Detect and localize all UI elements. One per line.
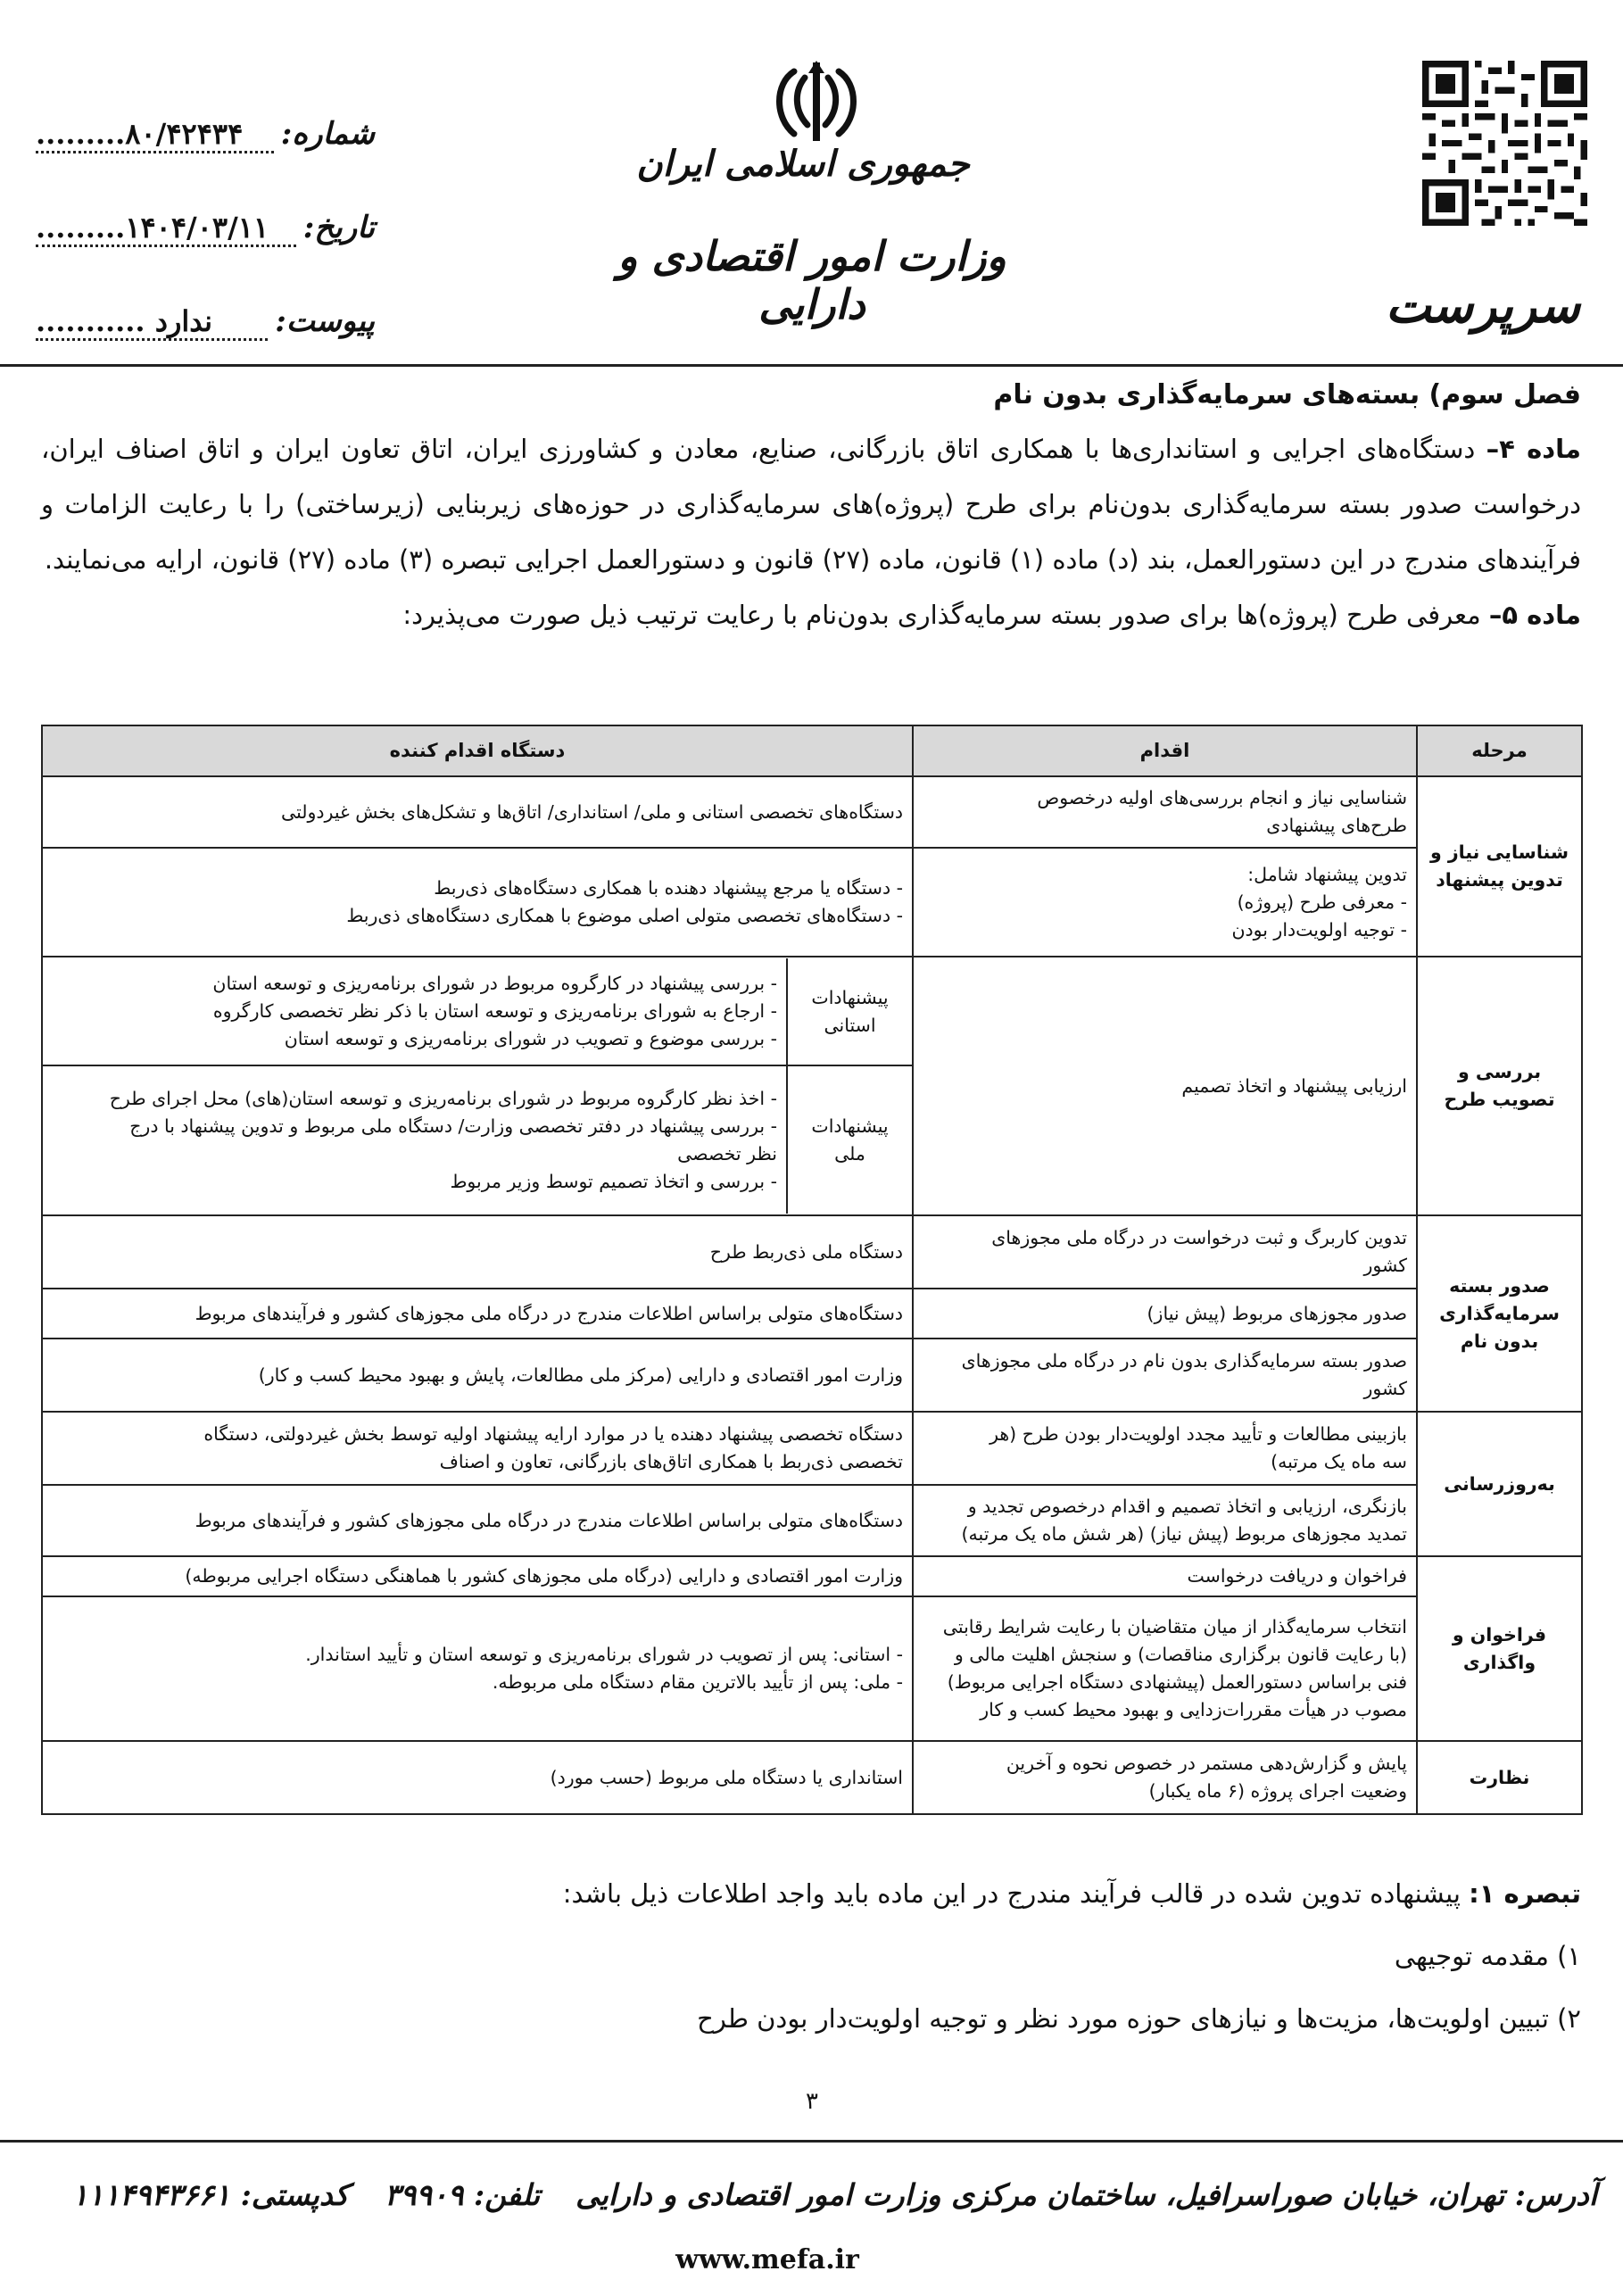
letter-number-value: ۸۰/۴۲۴۳۴.........	[36, 117, 274, 153]
cell-line: تخصصی ذی‌ربط با همکاری اتاق‌های بازرگانی، تعاون و اصناف	[439, 1451, 903, 1472]
sub-category-cell: پیشنهادات ملی	[787, 1065, 912, 1214]
note-1	[41, 1862, 1581, 2050]
note-item: ۱) مقدمه توجیهی	[1394, 1941, 1581, 1971]
cell-line: - بررسی پیشنهاد در کارگروه مربوط در شورای برنامه‌ریزی و توسعه استان	[212, 973, 777, 994]
cell-line: - بررسی موضوع و تصویب در شورای برنامه‌ریزی و توسعه استان	[284, 1028, 777, 1049]
agency-cell: دستگاه ملی ذی‌ربط طرح	[42, 1215, 913, 1289]
article-5-text: معرفی طرح (پروژه)ها برای صدور بسته سرمایه‌گذاری بدون‌نام با رعایت ترتیب ذیل صورت می‌پذیرد:	[402, 600, 1481, 630]
letter-number	[36, 116, 375, 153]
footer-address: آدرس: تهران، خیابان صوراسرافیل، ساختمان مرکزی وزارت امور اقتصادی و دارایی	[576, 2177, 1597, 2212]
footer-website: www.mefa.ir	[675, 2244, 859, 2275]
agency-cell	[42, 848, 913, 957]
cell-line: - ارجاع به شورای برنامه‌ریزی و توسعه استان با ذکر نظر تخصصی کارگروه	[212, 1000, 777, 1022]
cell-line: - بررسی پیشنهاد در دفتر تخصصی وزارت/ دستگاه ملی مربوط و تدوین پیشنهاد با درج	[129, 1115, 777, 1137]
nested-table	[43, 958, 912, 1214]
stage-cell: فراخوان و واگذاری	[1417, 1556, 1582, 1741]
cell-line: فنی براساس دستورالعمل (پیشنهادی دستگاه اجرایی مربوط)	[947, 1671, 1407, 1693]
cell-line: صدور بسته سرمایه‌گذاری بدون نام در درگاه ملی مجوزهای	[961, 1350, 1407, 1372]
stage-cell: بررسی و تصویب طرح	[1417, 957, 1582, 1215]
letter-attachment-value: ندارد ...........	[36, 304, 268, 341]
agency-cell: دستگاه‌های متولی براساس اطلاعات مندرج در درگاه ملی مجوزهای کشور و فرآیندهای مربوط	[42, 1485, 913, 1556]
cell-line: کشور	[1363, 1378, 1407, 1399]
table-row	[42, 1596, 1582, 1741]
agency-cell: دستگاه‌های متولی براساس اطلاعات مندرج در درگاه ملی مجوزهای کشور و فرآیندهای مربوط	[42, 1289, 913, 1339]
agency-cell: وزارت امور اقتصادی و دارایی (درگاه ملی مجوزهای کشور با هماهنگی دستگاه اجرایی مربوطه)	[42, 1556, 913, 1596]
cell-line: تدوین کاربرگ و ثبت درخواست در درگاه ملی مجوزهای	[991, 1227, 1407, 1248]
letter-number-label: شماره:	[280, 116, 375, 152]
article-4	[41, 421, 1581, 587]
cell-line: انتخاب سرمایه‌گذار از میان متقاضیان با رعایت شرایط رقابتی	[942, 1616, 1407, 1637]
article-4-label: ماده ۴–	[1486, 434, 1581, 464]
letter-date-label: تاریخ:	[302, 210, 375, 245]
nested-row	[43, 1065, 912, 1214]
footer-divider	[0, 2140, 1623, 2143]
document-body	[41, 379, 1581, 642]
table-row	[42, 776, 1582, 848]
agency-cell	[42, 957, 913, 1215]
action-cell	[913, 1485, 1417, 1556]
note-item: ۲) تبیین اولویت‌ها، مزیت‌ها و نیازهای حوزه مورد نظر و توجیه اولویت‌دار بودن طرح	[697, 2003, 1581, 2034]
cell-line: - ملی: پس از تأیید بالاترین مقام دستگاه ملی مربوطه.	[492, 1671, 903, 1693]
footer-postal-code: کدپستی: ۱۱۱۴۹۴۳۶۶۱	[71, 2177, 349, 2212]
table-row	[42, 957, 1582, 1215]
footer-phone: تلفن: ۳۹۹۰۹	[384, 2177, 541, 2212]
table-row	[42, 1556, 1582, 1596]
signature-title: سرپرست	[1385, 277, 1580, 334]
cell-line: طرح‌های پیشنهادی	[1266, 815, 1407, 836]
page-number: ۳	[806, 2088, 818, 2115]
action-cell	[913, 1215, 1417, 1289]
table-row	[42, 1215, 1582, 1289]
cell-line: - دستگاه یا مرجع پیشنهاد دهنده با همکاری دستگاه‌های ذی‌ربط	[434, 877, 903, 899]
article-5	[41, 587, 1581, 642]
stage-cell: به‌روزرسانی	[1417, 1412, 1582, 1556]
letter-date-value: ۱۴۰۴/۰۳/۱۱.........	[36, 211, 296, 247]
stage-cell: صدور بسته سرمایه‌گذاری بدون نام	[1417, 1215, 1582, 1412]
cell-line: بازبینی مطالعات و تأیید مجدد اولویت‌دار بودن طرح (هر	[990, 1423, 1407, 1445]
table-row	[42, 1412, 1582, 1485]
cell-line: تمدید مجوزهای مربوط (پیش نیاز) (هر شش ماه یک مرتبه)	[961, 1523, 1407, 1545]
stage-cell: شناسایی نیاز و تدوین پیشنهاد	[1417, 776, 1582, 957]
sub-category-cell: پیشنهادات استانی	[787, 958, 912, 1065]
process-table	[41, 725, 1583, 1815]
header-action: اقدام	[913, 725, 1417, 776]
qr-code-icon	[1422, 61, 1587, 226]
agency-cell	[42, 1596, 913, 1741]
table-row	[42, 1339, 1582, 1412]
note-label: تبصره ۱:	[1469, 1878, 1581, 1909]
agency-cell: وزارت امور اقتصادی و دارایی (مرکز ملی مطالعات، پایش و بهبود محیط کسب و کار)	[42, 1339, 913, 1412]
ministry-name: وزارت امور اقتصادی و دارایی	[617, 232, 1006, 328]
cell-line: نظر تخصصی	[677, 1142, 777, 1165]
cell-line: (با رعایت قانون برگزاری مناقصات) و سنجش اهلیت مالی و	[954, 1644, 1407, 1665]
table-header-row	[42, 725, 1582, 776]
cell-line: - اخذ نظر کارگروه مربوط در شورای برنامه‌ریزی و توسعه استان(های) محل اجرای طرح	[109, 1087, 777, 1109]
sub-items-cell	[43, 1065, 787, 1214]
table-row	[42, 1289, 1582, 1339]
cell-line: - بررسی و اتخاذ تصمیم توسط وزیر مربوط	[450, 1170, 777, 1192]
note-text: پیشنهاده تدوین شده در قالب فرآیند مندرج در این ماده باید واجد اطلاعات ذیل باشد:	[562, 1878, 1461, 1909]
letterhead	[0, 0, 1623, 366]
action-cell: صدور مجوزهای مربوط (پیش نیاز)	[913, 1289, 1417, 1339]
cell-line: پایش و گزارش‌دهی مستمر در خصوص نحوه و آخرین	[1006, 1753, 1407, 1774]
table-row	[42, 1741, 1582, 1814]
article-4-text: دستگاه‌های اجرایی و استانداری‌ها با همکاری اتاق بازرگانی، صنایع، معادن و کشاورزی ایران، اتاق تعاون ایران و اتاق اصناف ایران، درخواست صدور بسته سرمایه‌گذاری بدون‌نام برای طرح (پروژه)های سرمایه‌گذاری در حوزه‌های زیربنایی (زیرساختی) را با رعایت الزامات و فرآیندهای مندرج در این دستورالعمل، بند (د) ماده (۱) قانون، ماده (۲۷) قانون و دستورالعمل اجرایی تبصره (۳) ماده (۲۷) قانون، ارایه می‌نمایند.	[41, 434, 1581, 575]
cell-line: - توجیه اولویت‌دار بودن	[1231, 918, 1407, 941]
agency-cell: استانداری یا دستگاه ملی مربوط (حسب مورد)	[42, 1741, 913, 1814]
action-cell	[913, 1339, 1417, 1412]
agency-cell: دستگاه‌های تخصصی استانی و ملی/ استانداری/ اتاق‌ها و تشکل‌های بخش غیردولتی	[42, 776, 913, 848]
action-cell	[913, 1741, 1417, 1814]
header-agency: دستگاه اقدام کننده	[42, 725, 913, 776]
header-stage: مرحله	[1417, 725, 1582, 776]
action-cell	[913, 1412, 1417, 1485]
letter-attachment-label: پیوست:	[275, 303, 375, 339]
cell-line: کشور	[1363, 1255, 1407, 1276]
sub-items-cell	[43, 958, 787, 1065]
cell-line: سه ماه یک مرتبه)	[1271, 1451, 1407, 1472]
agency-cell	[42, 1412, 913, 1485]
note-heading	[41, 1862, 1581, 1925]
action-cell	[913, 776, 1417, 848]
action-cell	[913, 1596, 1417, 1741]
table-row	[42, 1485, 1582, 1556]
letter-date	[36, 210, 375, 247]
table-row	[42, 848, 1582, 957]
country-name: جمهوری اسلامی ایران	[636, 143, 970, 185]
cell-line: بازنگری، ارزیابی و اتخاذ تصمیم و اقدام درخصوص تجدید و	[967, 1496, 1407, 1517]
cell-line: - استانی: پس از تصویب در شورای برنامه‌ریزی و توسعه استان و تأیید استاندار.	[305, 1644, 903, 1665]
cell-line: وضعیت اجرای پروژه (۶ ماه یکبار)	[1148, 1780, 1407, 1802]
cell-line: - معرفی طرح (پروژه)	[1237, 891, 1407, 913]
chapter-title: فصل سوم) بسته‌های سرمایه‌گذاری بدون نام	[993, 379, 1581, 410]
cell-line: شناسایی نیاز و انجام بررسی‌های اولیه درخصوص	[1037, 787, 1407, 808]
cell-line: دستگاه تخصصی پیشنهاد دهنده یا در موارد ارایه پیشنهاد اولیه توسط بخش غیردولتی، دستگاه	[203, 1423, 903, 1445]
cell-line: تدوین پیشنهاد شامل:	[1247, 863, 1407, 885]
action-cell	[913, 848, 1417, 957]
letter-attachment	[36, 303, 375, 341]
cell-line: مصوب در هیأت مقررات‌زدایی و بهبود محیط کسب و کار	[980, 1699, 1407, 1720]
article-5-label: ماده ۵–	[1488, 600, 1581, 630]
action-cell: ارزیابی پیشنهاد و اتخاذ تصمیم	[913, 957, 1417, 1215]
action-cell: فراخوان و دریافت درخواست	[913, 1556, 1417, 1596]
emblem-icon	[767, 55, 865, 149]
stage-cell: نظارت	[1417, 1741, 1582, 1814]
cell-line: - دستگاه‌های تخصصی متولی اصلی موضوع با همکاری دستگاه‌های ذی‌ربط	[346, 905, 903, 926]
footer-address-line	[71, 2177, 1597, 2212]
header-divider	[0, 364, 1623, 367]
nested-row	[43, 958, 912, 1065]
